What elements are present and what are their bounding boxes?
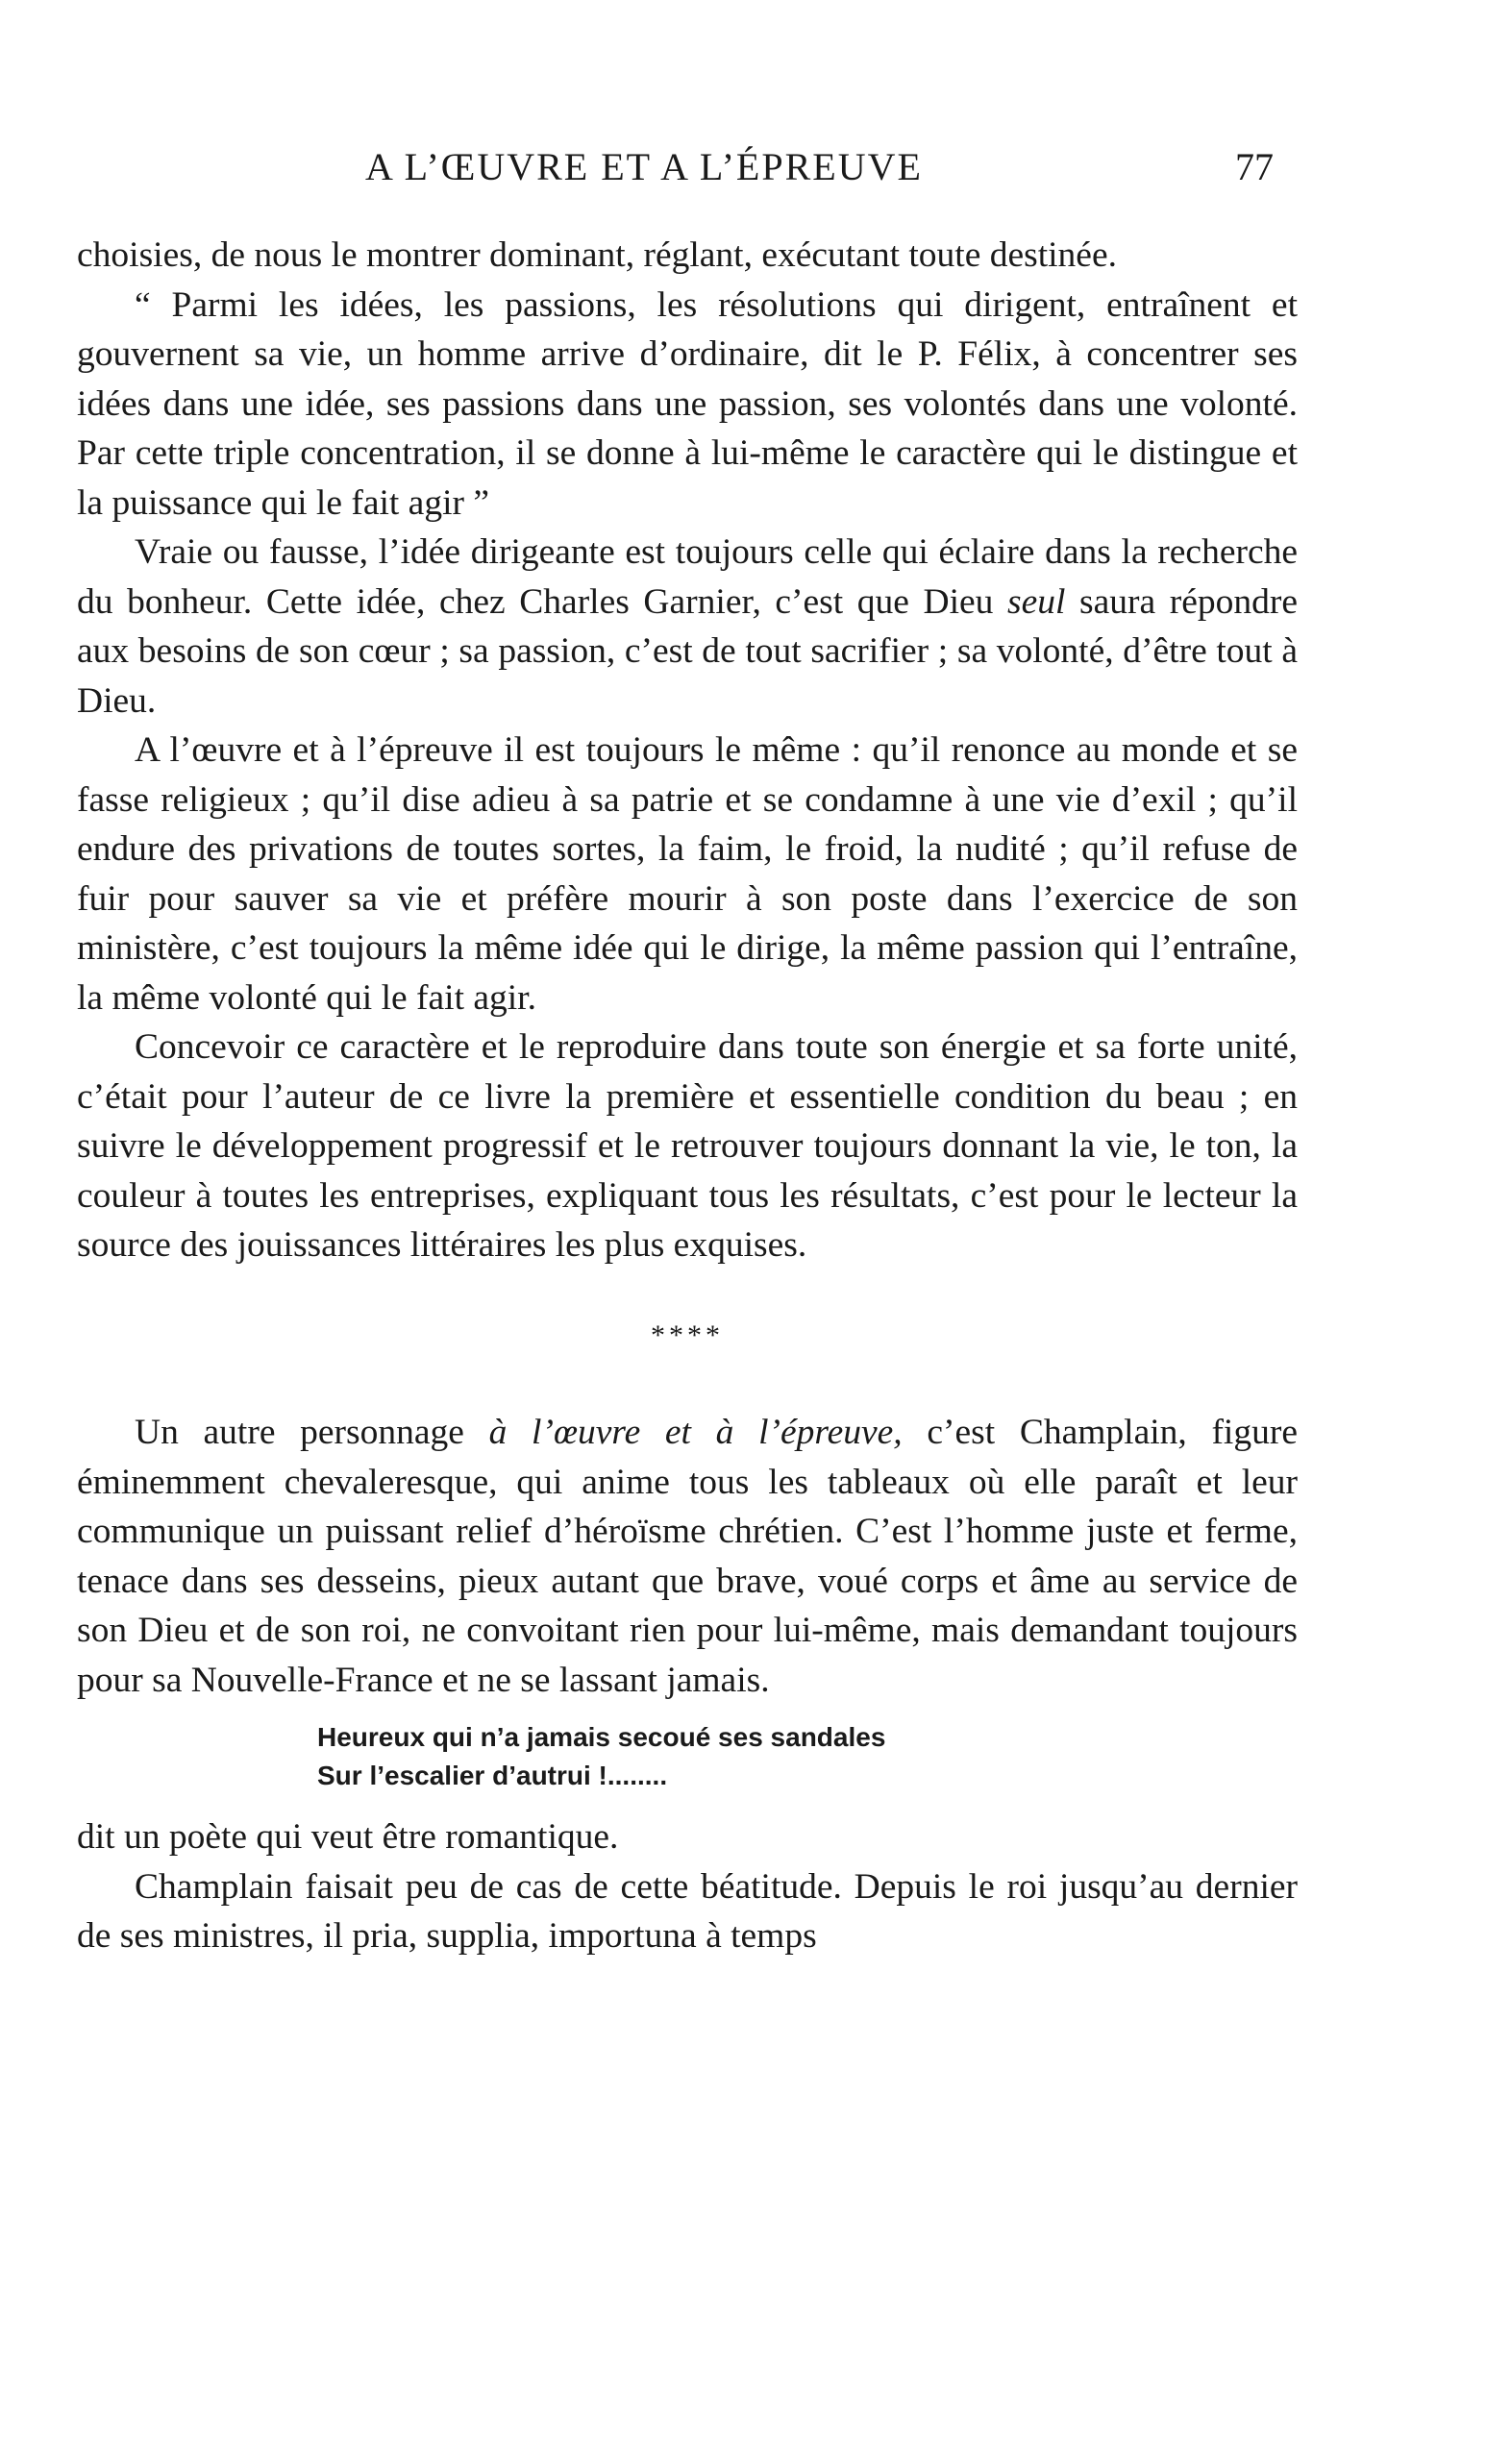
- section-separator: ****: [651, 1318, 724, 1351]
- champlain-paragraph-end: c’est Champlain, figure éminemment chevaleresque, qui anime tous les tableaux où elle paraît et leur communique un puissant relief d’héroïsme chrétien. C’est l’homme juste et ferme, tenace dans ses desseins, pieux autant que brave, voué corps et âme au service de son Dieu et de son roi, ne convoitant rien pour lui-même, mais demandant toujours pour sa Nouvelle-France et ne se lassant jamais.: [77, 1413, 1298, 1700]
- verse-line-2: Sur l’escalier d’autrui !........: [317, 1761, 668, 1790]
- italic-word: seul: [1007, 581, 1066, 622]
- after-verse-line: dit un poète qui veut être romantique.: [77, 1817, 619, 1857]
- paragraph-4: A l’œuvre et à l’épreuve il est toujours le même : qu’il renonce au monde et se fasse religieux ; qu’il dise adieu à sa patrie et se condamne à une vie d’exil ; qu’il endure des privations de toutes sortes, la faim, le froid, la nudité ; qu’il refuse de fuir pour sauver sa vie et préfère mourir à son poste dans l’exercice de son ministère, c’est toujours la même idée qui le dirige, la même passion qui l’entraîne, la même volonté qui le fait agir.: [77, 730, 1298, 1018]
- final-paragraph: Champlain faisait peu de cas de cette béatitude. Depuis le roi jusqu’au dernier de ses ministres, il pria, supplia, importuna à temps: [77, 1866, 1298, 1956]
- paragraph-1: choisies, de nous le montrer dominant, réglant, exécutant toute destinée.: [77, 235, 1117, 275]
- verse-quote: [317, 1718, 1298, 1795]
- verse-line-1: Heureux qui n’a jamais secoué ses sandales: [317, 1722, 886, 1752]
- running-title: A L’ŒUVRE ET A L’ÉPREUVE: [365, 145, 923, 188]
- paragraph-3-start: Vraie ou fausse, l’idée dirigeante est toujours celle qui éclaire dans la recherche du bonheur. Cette idée, chez Charles Garnier, c’est que Dieu: [77, 532, 1298, 622]
- champlain-paragraph: [77, 1408, 1298, 1705]
- paragraph-3: [77, 528, 1298, 726]
- page-body: [77, 231, 1298, 1961]
- paragraph-3-end: saura répondre aux besoins de son cœur ; sa passion, c’est de tout sacrifier ; sa volonté, d’être tout à Dieu.: [77, 581, 1299, 721]
- champlain-paragraph-start: Un autre personnage: [135, 1413, 489, 1452]
- paragraph-2: “ Parmi les idées, les passions, les résolutions qui dirigent, entraînent et gouvernent sa vie, un homme arrive d’ordinaire, dit le P. Félix, à concentrer ses idées dans une idée, ses passions dans une passion, ses volontés dans une volonté. Par cette triple concentration, il se donne à lui-même le caractère qui le distingue et la puissance qui le fait agir ”: [77, 284, 1298, 523]
- italic-title: à l’œuvre et à l’épreuve,: [488, 1413, 903, 1452]
- paragraph-5: Concevoir ce caractère et le reproduire dans toute son énergie et sa forte unité, c’était pour l’auteur de ce livre la première et essentielle condition du beau ; en suivre le développement progressif et le retrouver toujours donnant la vie, le ton, la couleur à toutes les entreprises, expliquant tous les résultats, c’est pour le lecteur la source des jouissances littéraires les plus exquises.: [77, 1027, 1298, 1265]
- page-number: 77: [1235, 145, 1274, 188]
